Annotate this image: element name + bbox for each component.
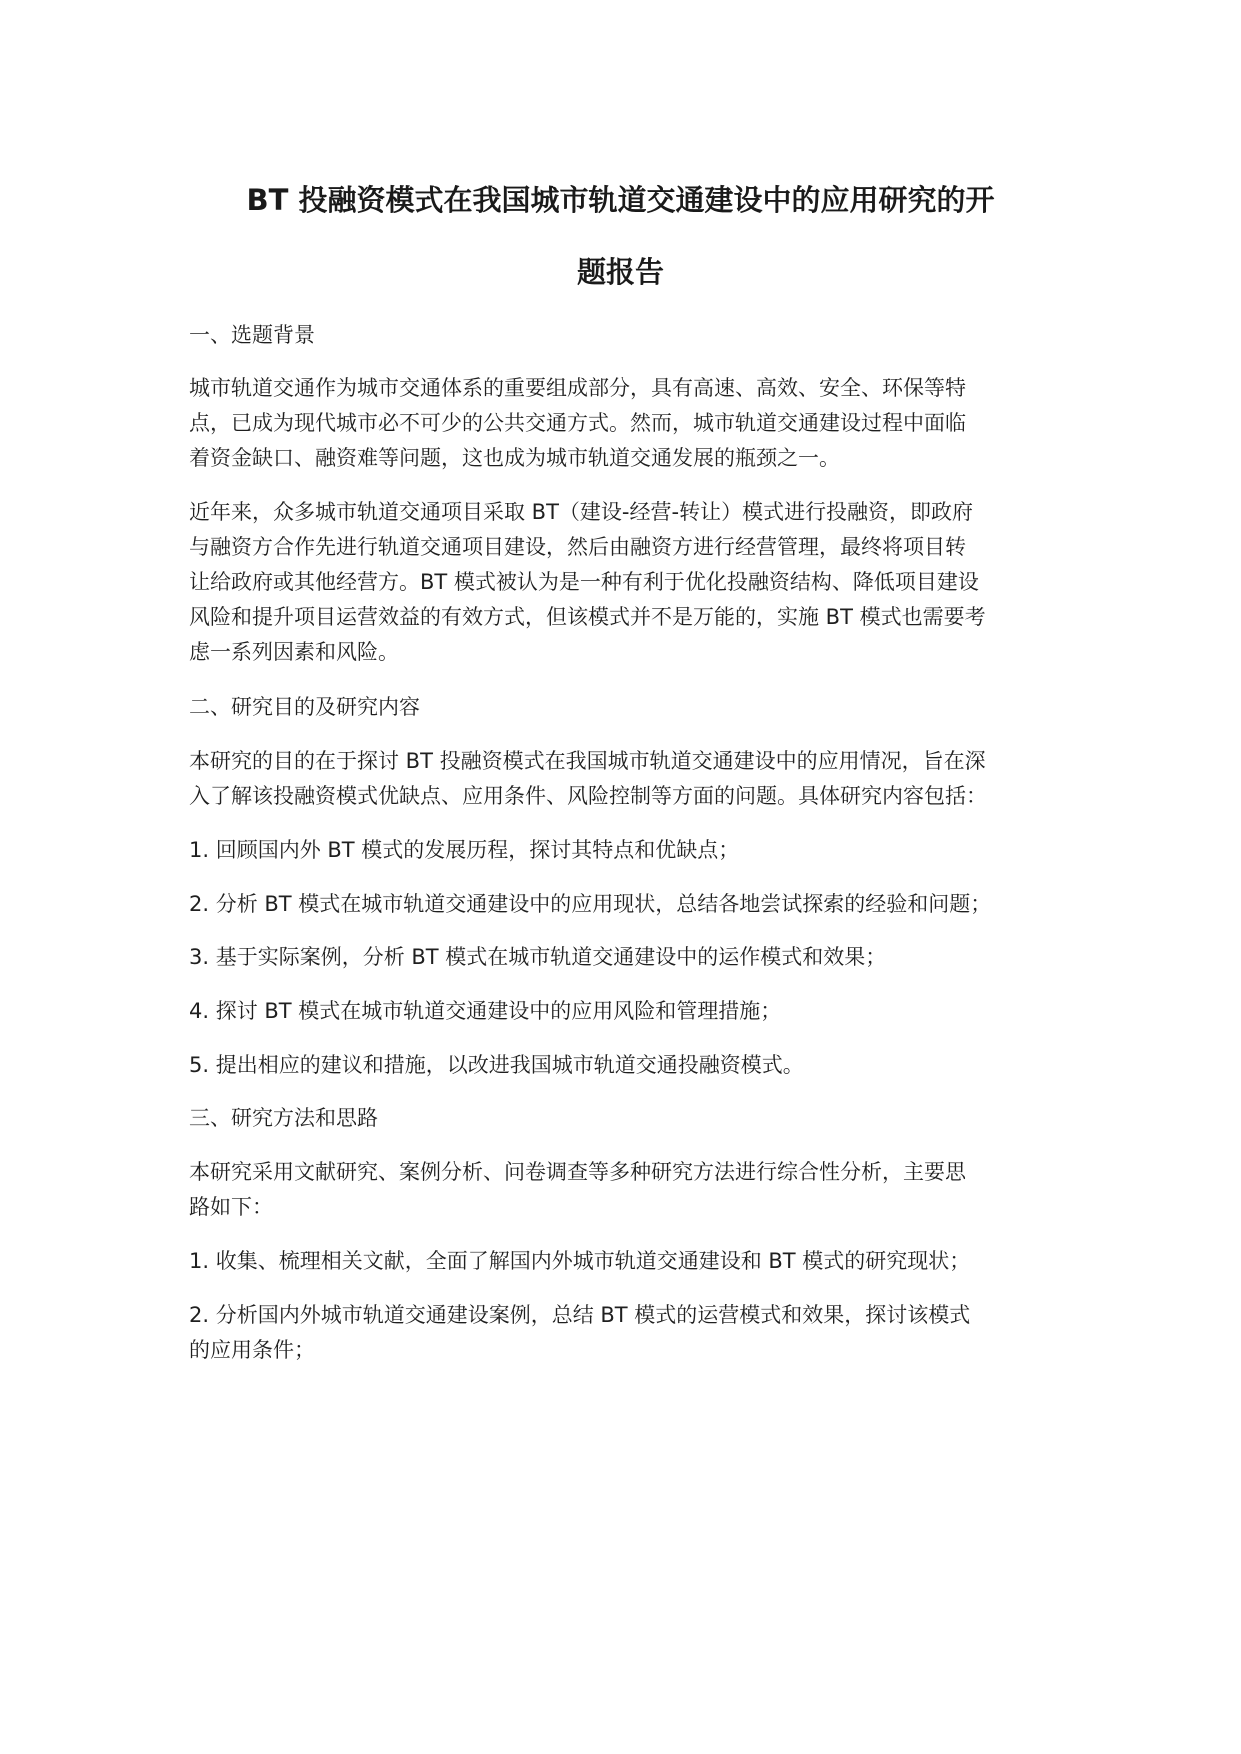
paragraph-line: 本研究采用文献研究、案例分析、问卷调查等多种研究方法进行综合性分析，主要思	[189, 1160, 966, 1184]
paragraph-line: 入了解该投融资模式优缺点、应用条件、风险控制等方面的问题。具体研究内容包括：	[189, 784, 987, 808]
list-item-continuation: 的应用条件；	[189, 1338, 315, 1362]
paragraph-line: 与融资方合作先进行轨道交通项目建设，然后由融资方进行经营管理，最终将项目转	[189, 535, 966, 559]
paragraph-line: 近年来，众多城市轨道交通项目采取 BT（建设-经营-转让）模式进行投融资，即政府	[189, 500, 974, 524]
list-item: 2. 分析 BT 模式在城市轨道交通建设中的应用现状，总结各地尝试探索的经验和问题；	[189, 892, 992, 916]
paragraph-line: 虑一系列因素和风险。	[189, 640, 399, 664]
section-heading-background: 一、选题背景	[189, 323, 315, 347]
document-title-line-1: BT 投融资模式在我国城市轨道交通建设中的应用研究的开	[246, 183, 995, 217]
list-item: 5. 提出相应的建议和措施，以改进我国城市轨道交通投融资模式。	[189, 1053, 804, 1077]
list-item: 1. 回顾国内外 BT 模式的发展历程，探讨其特点和优缺点；	[189, 838, 740, 862]
section-heading-objectives: 二、研究目的及研究内容	[189, 695, 420, 719]
paragraph-line: 本研究的目的在于探讨 BT 投融资模式在我国城市轨道交通建设中的应用情况，旨在深	[189, 749, 986, 773]
list-item: 2. 分析国内外城市轨道交通建设案例，总结 BT 模式的运营模式和效果，探讨该模式	[189, 1303, 971, 1327]
paragraph-line: 让给政府或其他经营方。BT 模式被认为是一种有利于优化投融资结构、降低项目建设	[189, 570, 979, 594]
list-item: 4. 探讨 BT 模式在城市轨道交通建设中的应用风险和管理措施；	[189, 999, 782, 1023]
document-title-line-2: 题报告	[576, 255, 664, 289]
list-item: 1. 收集、梳理相关文献，全面了解国内外城市轨道交通建设和 BT 模式的研究现状；	[189, 1249, 971, 1273]
list-item: 3. 基于实际案例，分析 BT 模式在城市轨道交通建设中的运作模式和效果；	[189, 945, 887, 969]
paragraph-line: 点，已成为现代城市必不可少的公共交通方式。然而，城市轨道交通建设过程中面临	[189, 411, 966, 435]
paragraph-line: 着资金缺口、融资难等问题，这也成为城市轨道交通发展的瓶颈之一。	[189, 446, 840, 470]
paragraph-line: 路如下：	[189, 1195, 273, 1219]
paragraph-line: 风险和提升项目运营效益的有效方式，但该模式并不是万能的，实施 BT 模式也需要考	[189, 605, 986, 629]
paragraph-line: 城市轨道交通作为城市交通体系的重要组成部分，具有高速、高效、安全、环保等特	[189, 376, 966, 400]
section-heading-methods: 三、研究方法和思路	[189, 1106, 378, 1130]
